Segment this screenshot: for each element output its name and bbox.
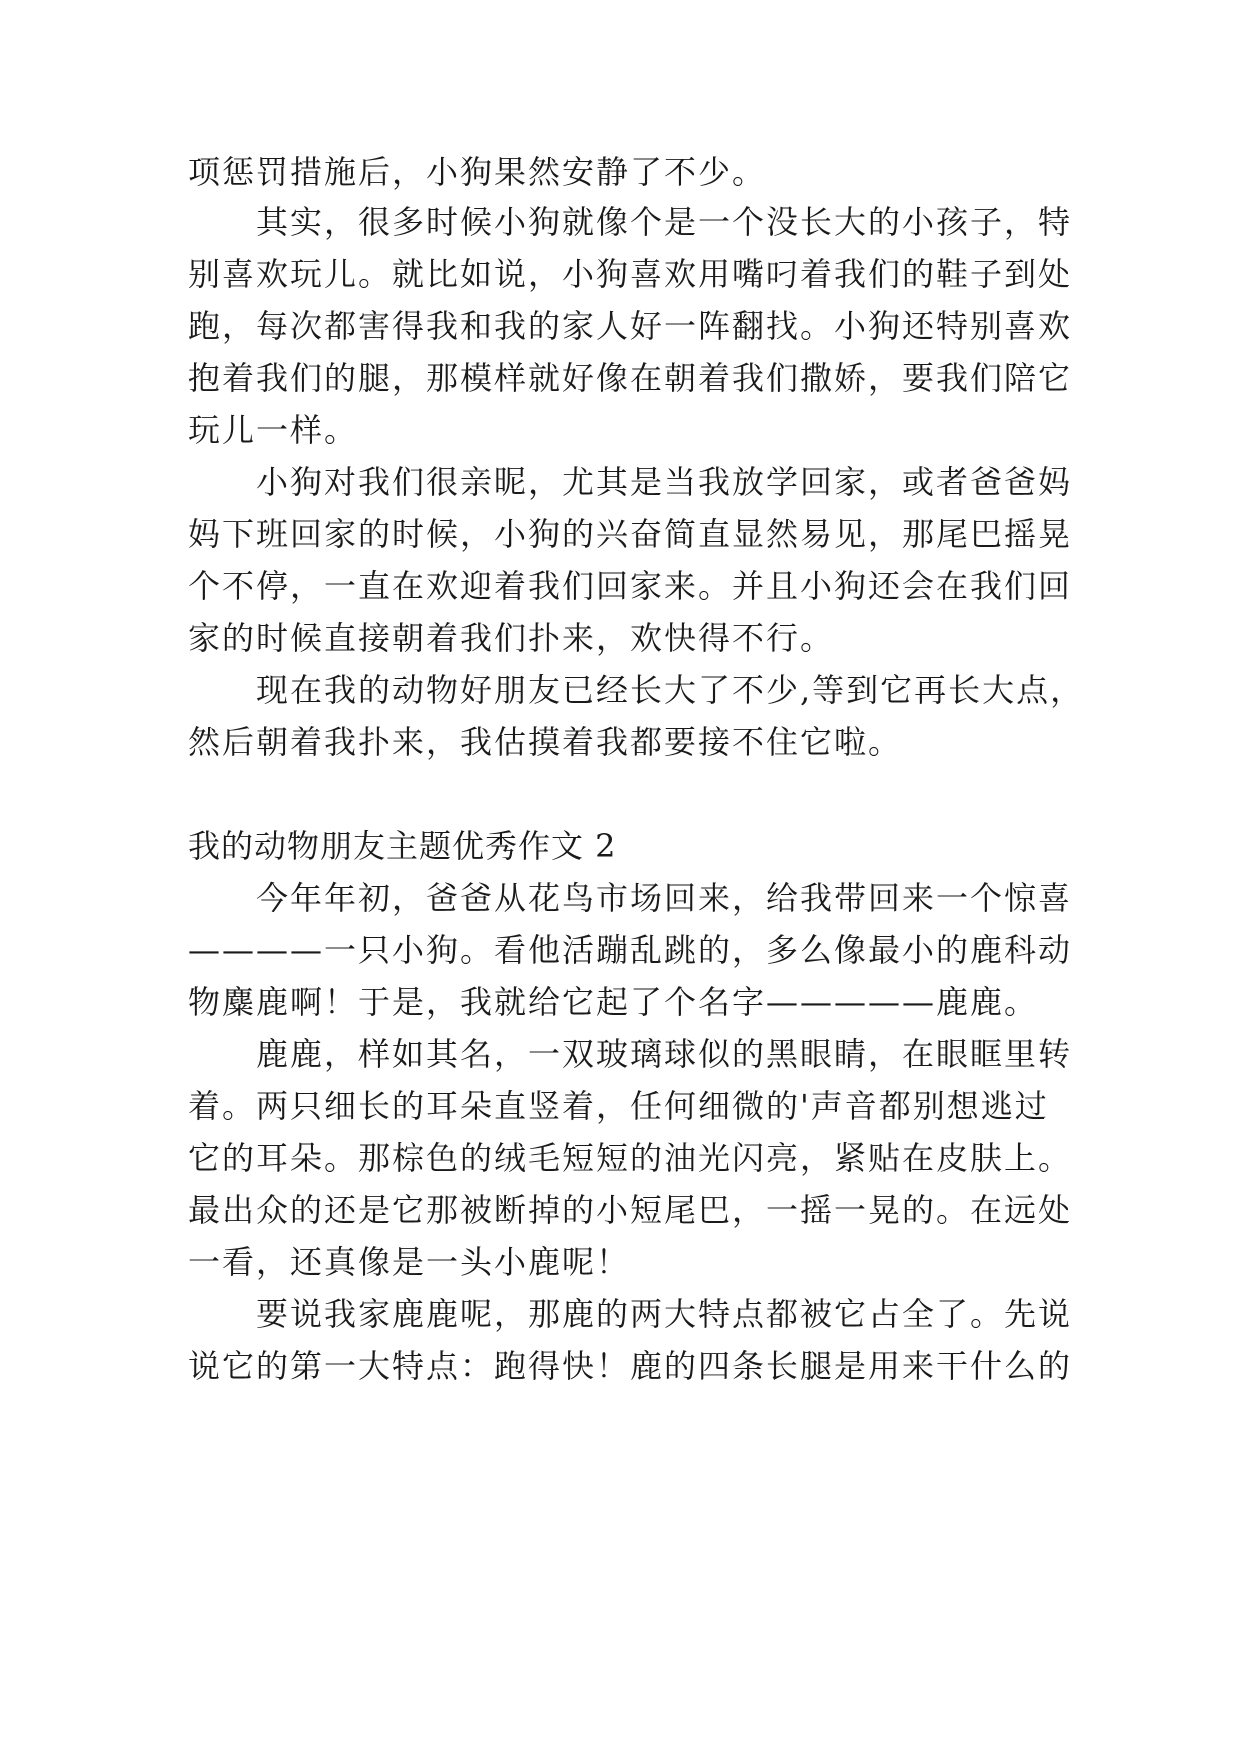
paragraph-line: 家的时候直接朝着我们扑来，欢快得不行。 <box>188 619 835 657</box>
paragraph-line: 现在我的动物好朋友已经长大了不少,等到它再长大点， <box>256 671 1085 709</box>
paragraph-line: 鹿鹿，样如其名，一双玻璃球似的黑眼睛，在眼眶里转 <box>256 1035 1073 1073</box>
paragraph-line: 玩儿一样。 <box>188 411 359 449</box>
paragraph-line: 最出众的还是它那被断掉的小短尾巴，一摇一晃的。在远处 <box>188 1191 1073 1229</box>
paragraph-line: 说它的第一大特点：跑得快！鹿的四条长腿是用来干什么的 <box>188 1347 1073 1385</box>
paragraph-line: 抱着我们的腿，那模样就好像在朝着我们撒娇，要我们陪它 <box>188 359 1073 397</box>
paragraph-line: 别喜欢玩儿。就比如说，小狗喜欢用嘴叼着我们的鞋子到处 <box>188 255 1073 293</box>
section-title: 我的动物朋友主题优秀作文 2 <box>188 827 617 865</box>
paragraph-line: 物麋鹿啊！于是，我就给它起了个名字—————鹿鹿。 <box>188 983 1039 1021</box>
paragraph-line: 然后朝着我扑来，我估摸着我都要接不住它啦。 <box>188 723 903 761</box>
paragraph-line: 小狗对我们很亲昵，尤其是当我放学回家，或者爸爸妈 <box>256 463 1073 501</box>
paragraph-line: ————一只小狗。看他活蹦乱跳的，多么像最小的鹿科动 <box>188 931 1073 969</box>
paragraph-line: 要说我家鹿鹿呢，那鹿的两大特点都被它占全了。先说 <box>256 1295 1073 1333</box>
paragraph-line: 一看，还真像是一头小鹿呢！ <box>188 1243 631 1281</box>
paragraph-line: 其实，很多时候小狗就像个是一个没长大的小孩子，特 <box>256 203 1073 241</box>
paragraph-line: 它的耳朵。那棕色的绒毛短短的油光闪亮，紧贴在皮肤上。 <box>188 1139 1073 1177</box>
paragraph-line: 个不停，一直在欢迎着我们回家来。并且小狗还会在我们回 <box>188 567 1073 605</box>
paragraph-line: 跑，每次都害得我和我的家人好一阵翻找。小狗还特别喜欢 <box>188 307 1073 345</box>
paragraph-line: 今年年初，爸爸从花鸟市场回来，给我带回来一个惊喜 <box>256 879 1073 917</box>
paragraph-line: 项惩罚措施后，小狗果然安静了不少。 <box>188 153 767 191</box>
paragraph-line: 着。两只细长的耳朵直竖着，任何细微的'声音都别想逃过 <box>188 1087 1049 1125</box>
paragraph-line: 妈下班回家的时候，小狗的兴奋简直显然易见，那尾巴摇晃 <box>188 515 1073 553</box>
